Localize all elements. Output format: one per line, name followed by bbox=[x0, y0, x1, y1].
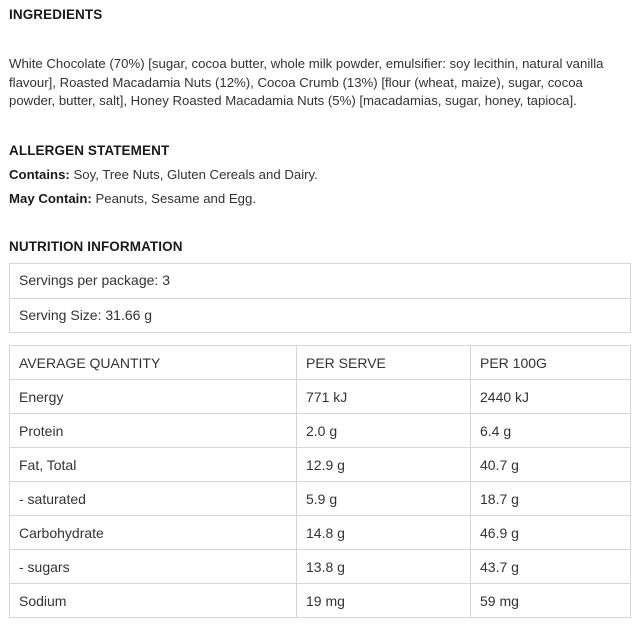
nutrient-name: Energy bbox=[10, 380, 297, 414]
per-100g-value: 46.9 g bbox=[471, 516, 631, 550]
per-100g-value: 6.4 g bbox=[471, 414, 631, 448]
table-row bbox=[10, 414, 631, 448]
per-serve-value: 5.9 g bbox=[297, 482, 471, 516]
contains-value: Soy, Tree Nuts, Gluten Cereals and Dairy. bbox=[69, 167, 318, 182]
per-serve-value: 19 mg bbox=[297, 584, 471, 618]
nutrient-name: Fat, Total bbox=[10, 448, 297, 482]
nutrient-name: Carbohydrate bbox=[10, 516, 297, 550]
per-100g-value: 40.7 g bbox=[471, 448, 631, 482]
allergen-may-contain bbox=[9, 191, 256, 206]
nutrient-name: Protein bbox=[10, 414, 297, 448]
per-100g-value: 59 mg bbox=[471, 584, 631, 618]
servings-box bbox=[9, 263, 631, 333]
nutrition-table bbox=[9, 345, 631, 618]
per-serve-value: 14.8 g bbox=[297, 516, 471, 550]
table-row bbox=[10, 584, 631, 618]
nutrition-header-row bbox=[10, 346, 631, 380]
nutrient-name: Sodium bbox=[10, 584, 297, 618]
table-row bbox=[10, 550, 631, 584]
column-header-per-100g: PER 100G bbox=[471, 346, 631, 380]
per-serve-value: 2.0 g bbox=[297, 414, 471, 448]
ingredients-heading: INGREDIENTS bbox=[9, 7, 103, 22]
per-100g-value: 43.7 g bbox=[471, 550, 631, 584]
servings-per-package: Servings per package: 3 bbox=[19, 272, 170, 288]
serving-size: Serving Size: 31.66 g bbox=[10, 298, 630, 332]
per-serve-value: 771 kJ bbox=[297, 380, 471, 414]
per-100g-value: 2440 kJ bbox=[471, 380, 631, 414]
column-header-per-serve: PER SERVE bbox=[297, 346, 471, 380]
allergen-contains bbox=[9, 167, 318, 182]
ingredients-text: White Chocolate (70%) [sugar, cocoa butter, whole milk powder, emulsifier: soy lecithin, natural vanilla flavour], Roasted Macadamia Nuts (12%), Cocoa Crumb (13%) [flour (wheat, maize), sugar, cocoa powder, butter, salt], Honey Roasted Macadamia Nuts (5%) [macadamias, sugar, honey, tapioca]. bbox=[9, 56, 604, 108]
table-row bbox=[10, 482, 631, 516]
table-row bbox=[10, 448, 631, 482]
per-100g-value: 18.7 g bbox=[471, 482, 631, 516]
table-row bbox=[10, 380, 631, 414]
column-header-average-quantity: AVERAGE QUANTITY bbox=[10, 346, 297, 380]
allergen-heading: ALLERGEN STATEMENT bbox=[9, 143, 170, 158]
per-serve-value: 13.8 g bbox=[297, 550, 471, 584]
contains-label: Contains: bbox=[9, 167, 70, 182]
nutrient-name: - sugars bbox=[10, 550, 297, 584]
may-contain-value: Peanuts, Sesame and Egg. bbox=[91, 191, 257, 206]
nutrient-name: - saturated bbox=[10, 482, 297, 516]
table-row bbox=[10, 516, 631, 550]
per-serve-value: 12.9 g bbox=[297, 448, 471, 482]
may-contain-label: May Contain: bbox=[9, 191, 92, 206]
nutrition-heading: NUTRITION INFORMATION bbox=[9, 239, 183, 254]
